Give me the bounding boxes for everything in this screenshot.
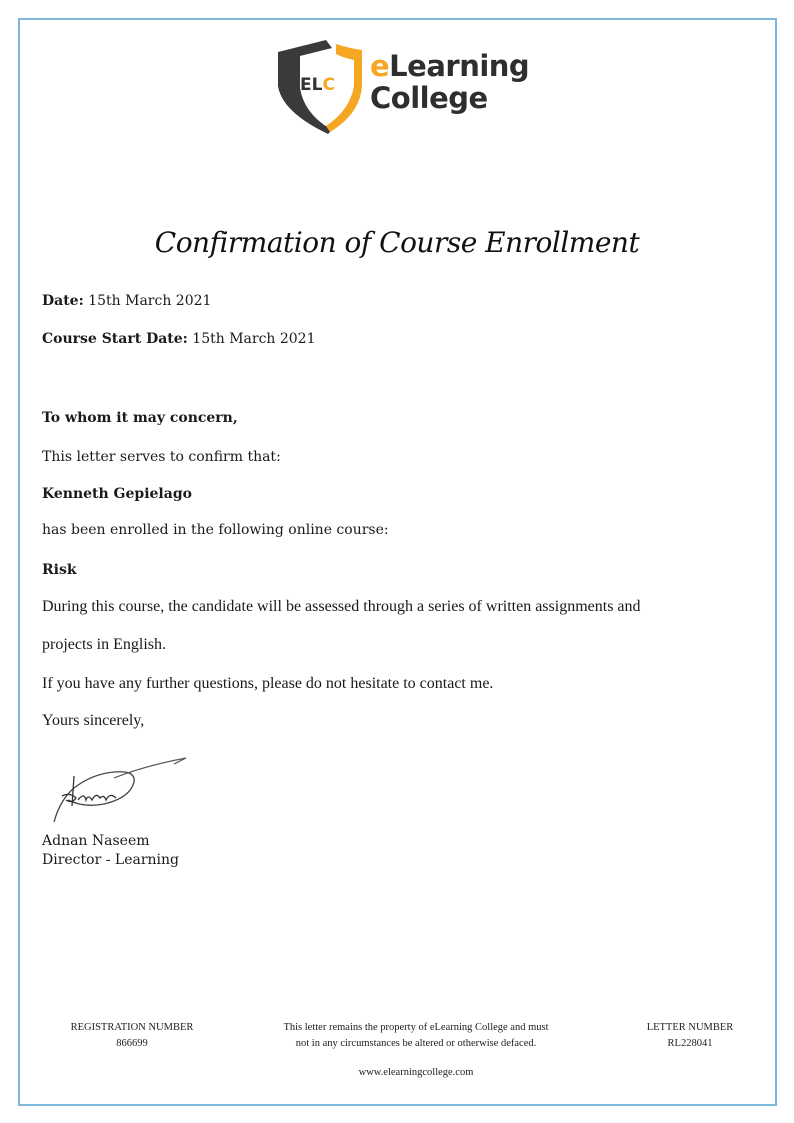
registration-value: 866699 <box>116 1038 148 1049</box>
website-link[interactable]: www.elearningcollege.com <box>358 1067 474 1078</box>
intro-text: This letter serves to confirm that: <box>42 449 281 465</box>
notice-line-1: This letter remains the property of eLearning College and must <box>283 1022 549 1033</box>
salutation: To whom it may concern, <box>42 410 238 426</box>
emblem-text: ELC <box>300 75 335 95</box>
registration-label: REGISTRATION NUMBER <box>70 1022 194 1033</box>
date-line <box>42 293 211 309</box>
assessment-line-1: During this course, the candidate will be assessed through a series of written assignments and <box>42 598 641 615</box>
enrolled-text: has been enrolled in the following online course: <box>42 522 389 538</box>
date-label: Date: <box>42 293 84 309</box>
brand-accent-e: e <box>370 49 390 83</box>
page-border <box>18 18 777 1106</box>
signatory-name: Adnan Naseem <box>42 833 150 849</box>
questions-text: If you have any further questions, please do not hesitate to contact me. <box>42 675 494 692</box>
brand-name <box>370 50 529 114</box>
letter-number-label: LETTER NUMBER <box>646 1022 734 1033</box>
assessment-line-2: projects in English. <box>42 636 166 653</box>
date-value: 15th March 2021 <box>88 293 212 309</box>
signatory-title: Director - Learning <box>42 852 179 868</box>
student-name: Kenneth Gepielago <box>42 486 192 502</box>
letter-number-block <box>620 1020 760 1052</box>
notice-block <box>256 1020 576 1052</box>
brand-line2: College <box>370 81 488 115</box>
course-name: Risk <box>42 562 77 578</box>
start-date-line <box>42 331 316 347</box>
letter-number-value: RL228041 <box>667 1038 713 1049</box>
closing-text: Yours sincerely, <box>42 712 145 729</box>
brand-line1: Learning <box>389 49 530 83</box>
start-date-label: Course Start Date: <box>42 331 188 347</box>
signature-image <box>44 748 194 826</box>
start-date-value: 15th March 2021 <box>192 331 316 347</box>
registration-block <box>52 1020 212 1052</box>
notice-line-2: not in any circumstances be altered or otherwise defaced. <box>295 1038 537 1049</box>
letter-title: Confirmation of Course Enrollment <box>154 226 640 259</box>
